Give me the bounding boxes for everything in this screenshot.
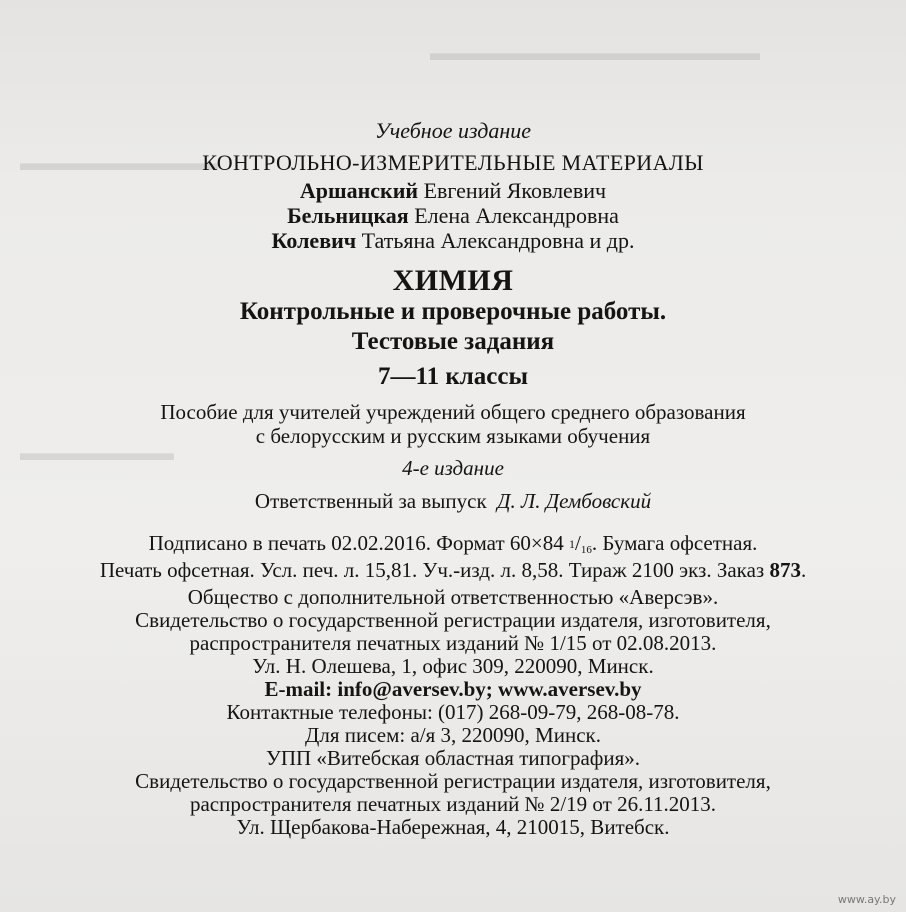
author-1 bbox=[0, 178, 906, 204]
grades: 7—11 классы bbox=[377, 363, 528, 390]
publisher-name: Общество с дополнительной ответственностью «Аверсэв». bbox=[187, 585, 719, 609]
publisher-post: Для писем: а/я 3, 220090, Минск. bbox=[305, 723, 601, 747]
print-info-signed: Подписано в печать 02.02.2016. Формат 60×84 bbox=[148, 531, 564, 555]
author-2-name: Елена Александровна bbox=[414, 203, 619, 228]
author-2-surname: Бельницкая bbox=[287, 203, 409, 228]
edition-number: 4-е издание bbox=[402, 456, 504, 480]
book-title: ХИМИЯ bbox=[392, 264, 514, 297]
edition-type: Учебное издание bbox=[374, 118, 532, 143]
order-number: 873 bbox=[769, 558, 801, 582]
print-info-line-2 bbox=[0, 558, 906, 583]
print-info-details: Печать офсетная. Усл. печ. л. 15,81. Уч.-изд. л. 8,58. Тираж 2100 экз. Заказ bbox=[99, 558, 765, 582]
series-title: КОНТРОЛЬНО-ИЗМЕРИТЕЛЬНЫЕ МАТЕРИАЛЫ bbox=[202, 150, 704, 175]
publisher-registration-2: распространителя печатных изданий № 1/15 от 02.08.2013. bbox=[189, 631, 717, 655]
purpose-line-1: Пособие для учителей учреждений общего среднего образования bbox=[160, 400, 746, 424]
publisher-phones: Контактные телефоны: (017) 268-09-79, 268-08-78. bbox=[226, 700, 680, 724]
author-1-name: Евгений Яковлевич bbox=[423, 178, 607, 203]
watermark: www.ay.by bbox=[837, 893, 896, 906]
publisher-address: Ул. Н. Олешева, 1, офис 309, 220090, Минск. bbox=[252, 654, 654, 678]
author-3 bbox=[0, 228, 906, 254]
author-3-surname: Колевич bbox=[271, 228, 357, 253]
author-1-surname: Аршанский bbox=[299, 178, 419, 203]
bleed-through-text: ▬▬▬▬▬▬▬▬▬ bbox=[20, 150, 218, 175]
purpose-line-2: с белорусским и русским языками обучения bbox=[255, 424, 651, 448]
bleed-through-text: ▬▬▬▬▬▬▬ bbox=[20, 440, 174, 465]
publisher-registration-1: Свидетельство о государственной регистрации издателя, изготовителя, bbox=[135, 608, 771, 632]
publisher-email-web: E-mail: info@aversev.by; www.aversev.by bbox=[264, 677, 642, 701]
print-info-end: . bbox=[800, 558, 807, 582]
bleed-through-text: ▬▬▬▬▬▬▬▬▬▬▬▬▬▬▬ bbox=[430, 40, 760, 65]
responsible-name: Д. Л. Дембовский bbox=[497, 489, 652, 513]
printer-registration-1: Свидетельство о государственной регистрации издателя, изготовителя, bbox=[135, 769, 771, 793]
print-info-paper: . Бумага офсетная. bbox=[591, 531, 758, 555]
responsible-editor bbox=[0, 489, 906, 514]
author-3-name: Татьяна Александровна и др. bbox=[361, 228, 635, 253]
responsible-label: Ответственный за выпуск bbox=[254, 489, 487, 513]
print-info-line-1 bbox=[0, 531, 906, 556]
format-fraction: 1/16 bbox=[568, 531, 592, 556]
author-2 bbox=[0, 203, 906, 229]
printer-address: Ул. Щербакова-Набережная, 4, 210015, Витебск. bbox=[236, 815, 670, 839]
printer-name: УПП «Витебская областная типография». bbox=[265, 746, 641, 770]
subtitle-2: Тестовые задания bbox=[351, 328, 555, 355]
subtitle-1: Контрольные и проверочные работы. bbox=[239, 298, 667, 325]
printer-registration-2: распространителя печатных изданий № 2/19 от 26.11.2013. bbox=[189, 792, 717, 816]
